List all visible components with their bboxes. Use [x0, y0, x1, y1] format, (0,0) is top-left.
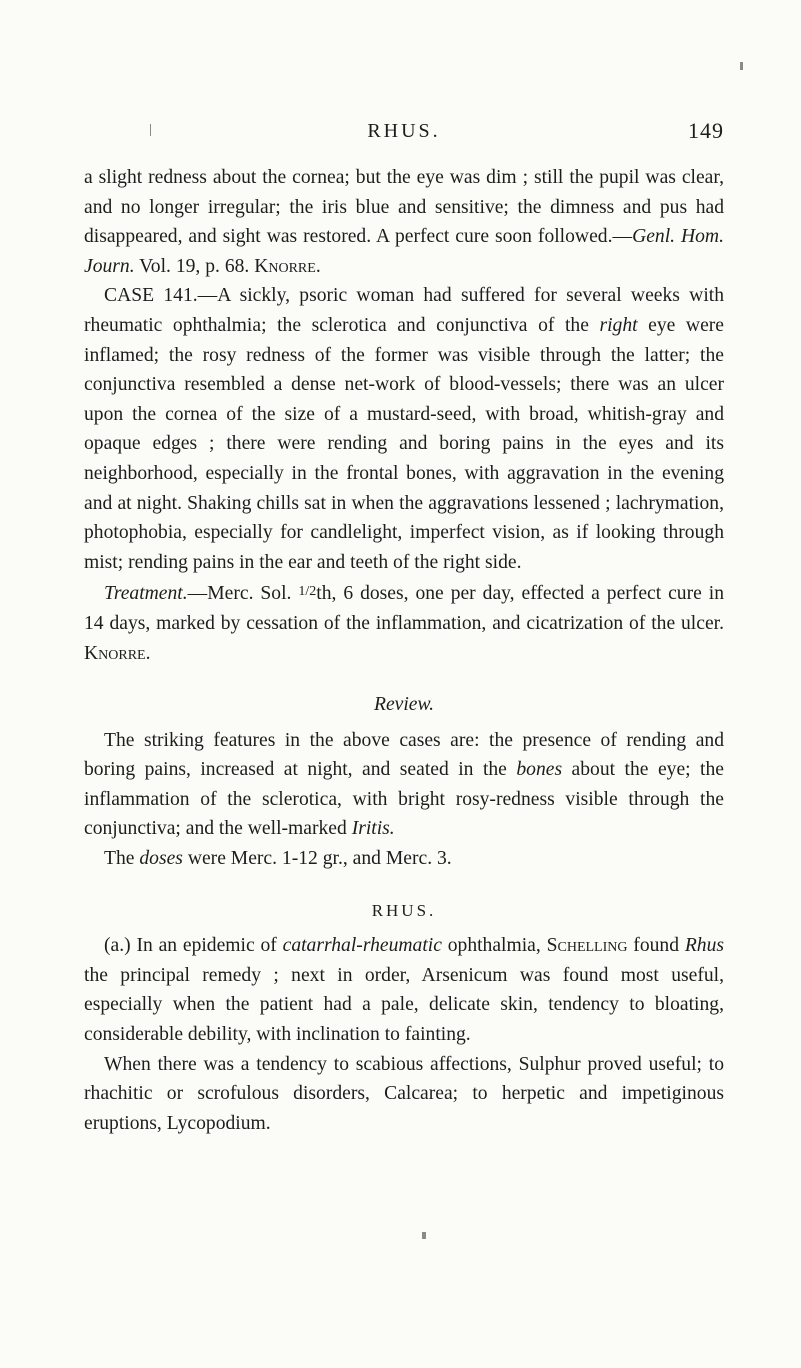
treatment-label: Treatment. [104, 583, 188, 605]
emphasis-doses: doses [139, 848, 183, 870]
doses-paragraph: The doses were Merc. 1-12 gr., and Merc. 3. [104, 848, 452, 870]
treatment-paragraph: Treatment.—Merc. Sol. $^{1/2}$th, 6 doses, one per day, effected a perfect cure in 14 days, marked by cessation of the inflammation, and cicatrization of the ulcer. Knorre. [84, 583, 724, 664]
case-140-conclusion: a slight redness about the cornea; but the eye was dim ; still the pupil was clear, and no longer irregular; the iris blue and sensitive; the dimness and pus had disappeared, and sight was restored. A perfect cure soon followed.—Genl. Hom. Journ. Vol. 19, p. 68. Knorre. [84, 167, 724, 277]
author-name: Schelling [546, 935, 628, 957]
emphasis-catarrhal: catarrhal-rheumatic [282, 935, 442, 957]
emphasis-bones: bones [516, 759, 563, 781]
rhus-paragraph-a: (a.) In an epidemic of catarrhal-rheumatic ophthalmia, Schelling found Rhus the principal remedy ; next in order, Arsenicum was found most useful, especially when the patient had a pale, delicate skin, tendency to bloating, considerable debility, with inclination to fainting. [84, 935, 724, 1046]
emphasis-right: right [599, 314, 638, 336]
body-text [84, 163, 724, 1138]
emphasis-iritis: Iritis. [351, 818, 395, 840]
running-title: RHUS. [367, 120, 441, 142]
review-paragraph: The striking features in the above cases are: the presence of rending and boring pains, increased at night, and seated in the bones about the eye; the inflammation of the sclerotica, with bright rosy-redness visible through the conjunctiva; and the well-marked Iritis. [84, 729, 724, 840]
dose-fraction: 1/2 [298, 584, 317, 600]
author-name: Knorre. [254, 255, 321, 277]
emphasis-rhus: Rhus [684, 935, 724, 957]
journal-citation: Genl. Hom. Journ. [84, 226, 724, 277]
author-name: Knorre. [84, 642, 151, 664]
rhus-heading: RHUS. [371, 900, 437, 920]
page-number: 149 [688, 118, 724, 143]
volume-citation: Vol. 19, p. 68. [134, 255, 255, 277]
paper-speck [740, 62, 743, 70]
paper-speck [422, 1232, 426, 1239]
review-heading: Review. [373, 694, 434, 716]
case-141-paragraph: CASE 141.—A sickly, psoric woman had suffered for several weeks with rheumatic ophthalmia; the sclerotica and conjunctiva of the right eye were inflamed; the rosy redness of the former was visible through the latter; the conjunctiva resembled a dense net-work of blood-vessels; there was an ulcer upon the cornea of the size of a mustard-seed, with broad, whitish-gray and opaque edges ; there were rending and boring pains in the eyes and its neighborhood, especially in the frontal bones, with aggravation in the evening and at night. Shaking chills sat in when the aggravations lessened ; lachrymation, photophobia, especially for candlelight, imperfect vision, as if looking through mist; rending pains in the ear and teeth of the right side. [84, 285, 724, 573]
rhus-paragraph-b: When there was a tendency to scabious affections, Sulphur proved useful; to rhachitic or scrofulous disorders, Calcarea; to herpetic and impetiginous eruptions, Lycopodium. [84, 1053, 724, 1134]
running-header [84, 118, 724, 148]
